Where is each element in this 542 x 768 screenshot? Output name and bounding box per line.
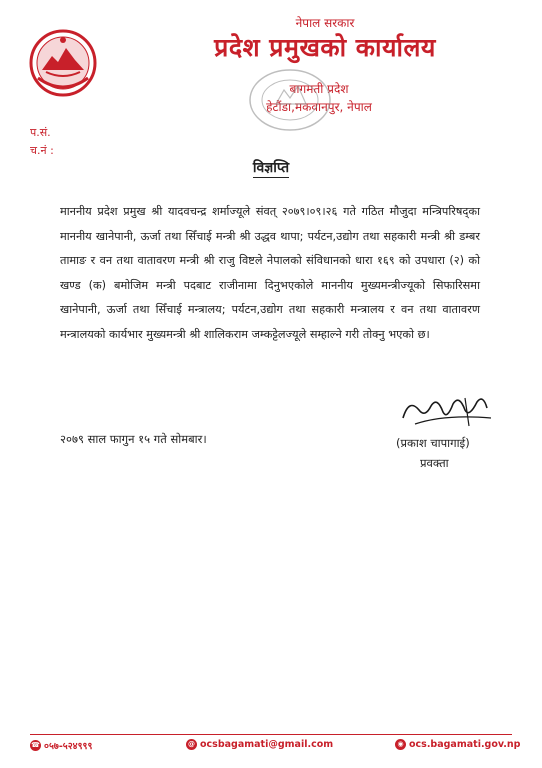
footer-divider xyxy=(30,734,512,735)
email-icon: @ xyxy=(188,740,195,748)
dispatch-number-label: च.नं : xyxy=(30,144,54,157)
office-address: हेटौंडा,मकवानपुर, नेपाल xyxy=(266,100,372,114)
signature-mark xyxy=(395,388,505,436)
office-name: प्रदेश प्रमुखको कार्यालय xyxy=(214,33,436,62)
letter-number-label: प.सं. xyxy=(30,126,51,139)
province-name: बागमती प्रदेश xyxy=(289,82,349,96)
notice-title-text: विज्ञप्ति xyxy=(252,160,290,176)
notice-title xyxy=(0,158,542,177)
notice-date: २०७९ साल फागुन १५ गते सोमबार। xyxy=(60,432,207,446)
email-address[interactable]: ocsbagamati@gmail.com xyxy=(200,739,334,750)
government-name: नेपाल सरकार xyxy=(295,16,355,30)
signatory-name: (प्रकाश चापागाई) xyxy=(396,436,470,450)
footer-website[interactable] xyxy=(395,739,520,750)
signatory-title: प्रवक्ता xyxy=(420,456,449,470)
notice-body: माननीय प्रदेश प्रमुख श्री यादवचन्द्र शर्माज्यूले संवत् २०७९।०९।२६ गते गठित मौजुदा मन्त्रिपरिषद्का माननीय खानेपानी, ऊर्जा तथा सिँचाई मन्त्री श्री उद्धव थापा; पर्यटन,उद्योग तथा सहकारी मन्त्री श्री डम्बर तामाङ र वन तथा वातावरण मन्त्री श्री राजु विष्टले नेपालको संविधानको धारा १६९ को उपधारा (२) को खण्ड (क) बमोजिम मन्त्री पदबाट राजीनामा दिनुभएकोले माननीय मुख्यमन्त्रीज्यूको सिफारिसमा खानेपानी, ऊर्जा तथा सिँचाई मन्त्रालय; पर्यटन,उद्योग तथा सहकारी मन्त्रालय र वन तथा वातावरण मन्त्रालयको कार्यभार मुख्यमन्त्री श्री शालिकराम जम्कट्टेलज्यूले सम्हाल्ने गरी तोक्नु भएको छ। xyxy=(60,205,480,341)
website-url[interactable]: ocs.bagamati.gov.np xyxy=(409,739,521,750)
office-stamp xyxy=(240,60,340,140)
phone-number: ०५७-५२४९९९ xyxy=(44,741,93,752)
phone-icon: ☎ xyxy=(31,741,40,749)
footer-email[interactable] xyxy=(186,739,333,750)
globe-icon: ◉ xyxy=(395,739,406,750)
footer-phone xyxy=(30,739,92,752)
